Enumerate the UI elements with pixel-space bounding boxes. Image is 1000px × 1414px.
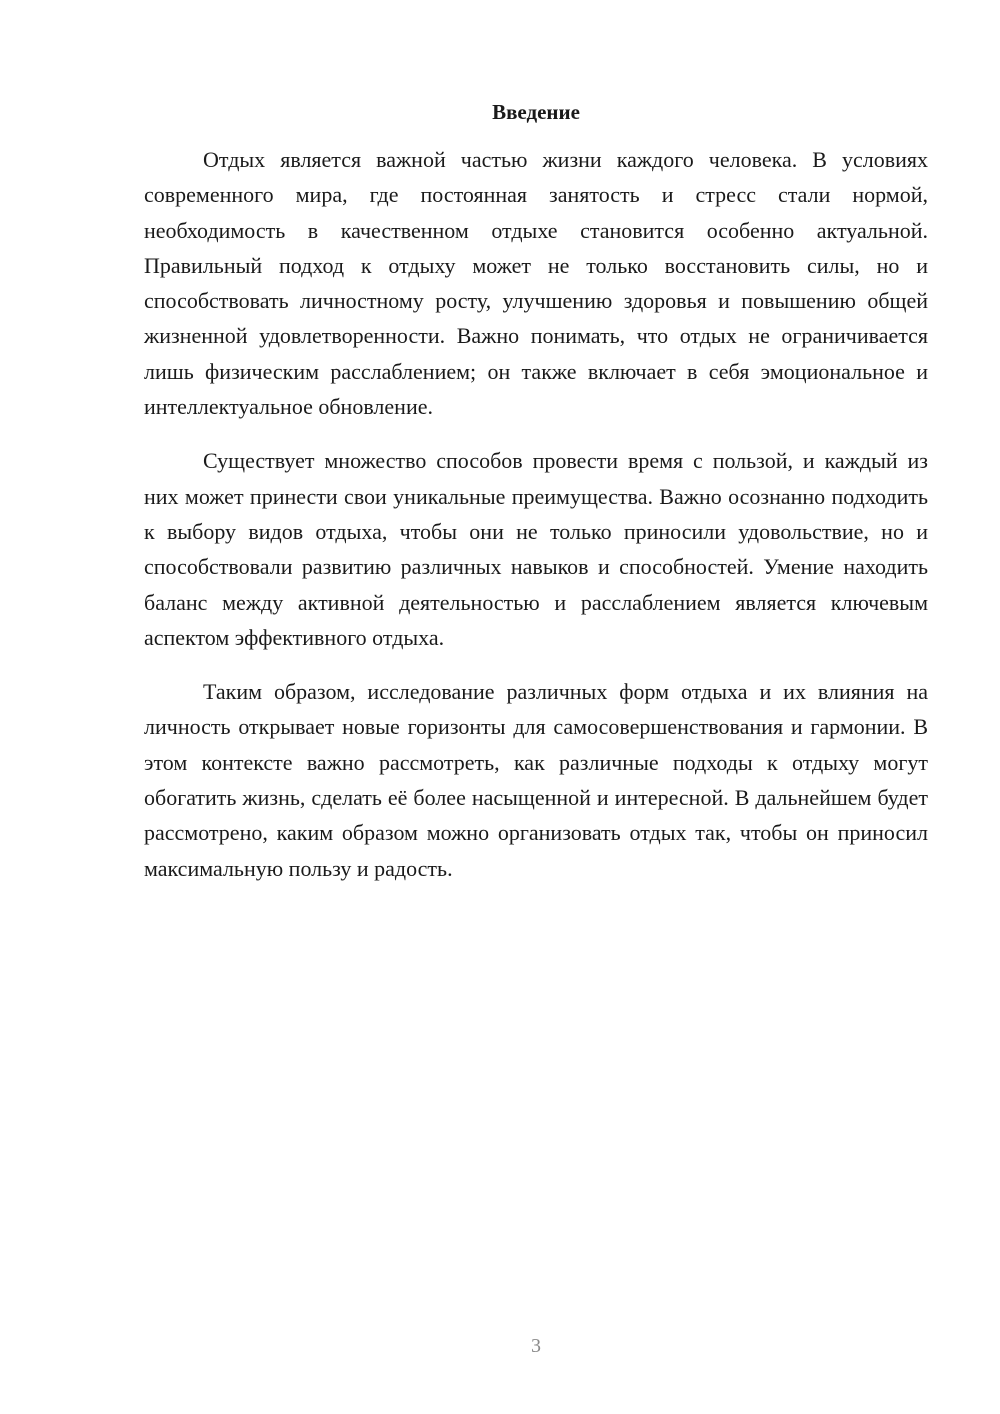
paragraph-2: Существует множество способов провести время с пользой, и каждый из них может принести свои уникальные преимущества. Важно осознанно подходить к выбору видов отдыха, чтобы они не только приносили удовольствие, но и способствовали развитию различных навыков и способностей. Умение находить баланс между активной деятельностью и расслаблением является ключевым аспектом эффективного отдыха. <box>144 448 928 650</box>
paragraph-1: Отдых является важной частью жизни каждого человека. В условиях современного мира, где постоянная занятость и стресс стали нормой, необходимость в качественном отдыхе становится особенно актуальной. Правильный подход к отдыху может не только восстановить силы, но и способствовать личностному росту, улучшению здоровья и повышению общей жизненной удовлетворенности. Важно понимать, что отдых не ограничивается лишь физическим расслаблением; он также включает в себя эмоциональное и интеллектуальное обновление. <box>144 147 928 420</box>
page-number: 3 <box>531 1335 541 1357</box>
page-title: Введение <box>492 100 580 124</box>
paragraph-3: Таким образом, исследование различных форм отдыха и их влияния на личность открывает новые горизонты для самосовершенствования и гармонии. В этом контексте важно рассмотреть, как различные подходы к отдыху могут обогатить жизнь, сделать её более насыщенной и интересной. В дальнейшем будет рассмотрено, каким образом можно организовать отдых так, чтобы он приносил максимальную пользу и радость. <box>144 679 928 881</box>
document-body <box>144 142 928 905</box>
